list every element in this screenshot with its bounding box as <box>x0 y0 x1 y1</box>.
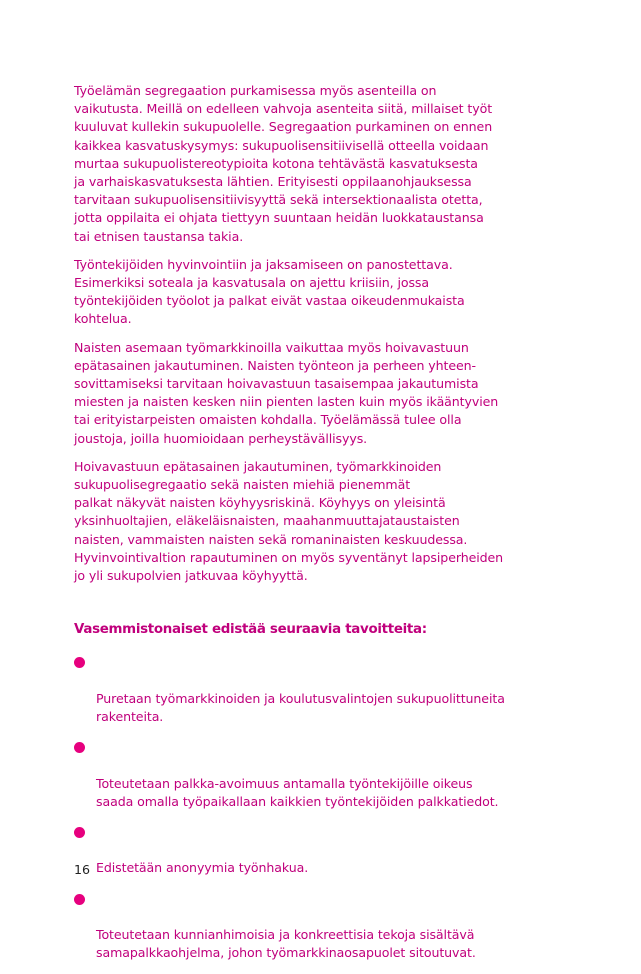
goal-item-text: Puretaan työmarkkinoiden ja koulutusvalintojen sukupuolittuneita rakenteita. <box>96 690 505 724</box>
goals-heading: Vasemmistonaiset edistää seuraavia tavoitteita: <box>74 622 427 638</box>
goal-item-4 <box>74 890 554 963</box>
body-paragraph-3: Naisten asemaan työmarkkinoilla vaikuttaa myös hoivavastuun epätasainen jakautuminen. Naisten työnteon ja perheen yhteen- sovittamiseksi tarvitaan hoivavastuun tasaisempaa jakautumista miesten ja naisten kesken niin pienten lasten kuin myös ikääntyvien tai erityistarpeisten omaisten kohdalla. Työelämässä tulee olla joustoja, joilla huomioidaan perheystävällisyys. <box>74 339 499 446</box>
bullet-dot-icon <box>74 894 85 905</box>
goal-item-1 <box>74 653 554 726</box>
goal-item-text: Edistetään anonyymia työnhakua. <box>96 860 309 876</box>
body-paragraph-1: Työelämän segregaation purkamisessa myös asenteilla on vaikutusta. Meillä on edelleen vahvoja asenteita siitä, millaiset työt kuuluvat kullekin sukupuolelle. Segregaation purkaminen on ennen kaikkea kasvatuskysymys: sukupuolisensitiivisellä otteella voidaan murtaa sukupuolistereotypioita kotona tehtävästä kasvatuksesta ja varhaiskasvatuksesta lähtien. Erityisesti oppilaanohjauksessa tarvitaan sukupuolisensitiivisyyttä sekä intersektionaalista otetta, jotta oppilaita ei ohjata tiettyyn suuntaan heidän luokkataustansa tai etnisen taustansa takia. <box>74 83 493 244</box>
bullet-dot-icon <box>74 827 85 838</box>
goal-item-text: Toteutetaan palkka-avoimuus antamalla työntekijöille oikeus saada omalla työpaikallaan kaikkien työntekijöiden palkkatiedot. <box>96 775 499 809</box>
goal-item-text: Toteutetaan kunnianhimoisia ja konkreettisia tekoja sisältävä samapalkkaohjelma, johon työmarkkinaosapuolet sitoutuvat. <box>96 926 476 961</box>
body-paragraph-4: Hoivavastuun epätasainen jakautuminen, työmarkkinoiden sukupuolisegregaatio sekä naisten miehiä pienemmät palkat näkyvät naisten köyhyysriskinä. Köyhyys on yleisintä yksinhuoltajien, eläkeläisnaisten, maahanmuuttajataustaisten naisten, vammaisten naisten sekä romaninaisten keskuudessa. Hyvinvointivaltion rapautuminen on myös syventänyt lapsiperheiden jo yli sukupolvien jatkuvaa köyhyyttä. <box>74 458 504 584</box>
page-number: 16 <box>74 862 91 877</box>
goal-item-3 <box>74 823 554 878</box>
body-paragraph-2: Työntekijöiden hyvinvointiin ja jaksamiseen on panostettava. Esimerkiksi soteala ja kasvatusala on ajettu kriisiin, jossa työntekijöiden työolot ja palkat eivät vastaa oikeudenmukaista kohtelua. <box>74 256 465 327</box>
goal-item-2 <box>74 738 554 811</box>
goals-list <box>74 653 554 962</box>
bullet-dot-icon <box>74 657 85 668</box>
page-content <box>74 82 554 974</box>
bullet-dot-icon <box>74 742 85 753</box>
